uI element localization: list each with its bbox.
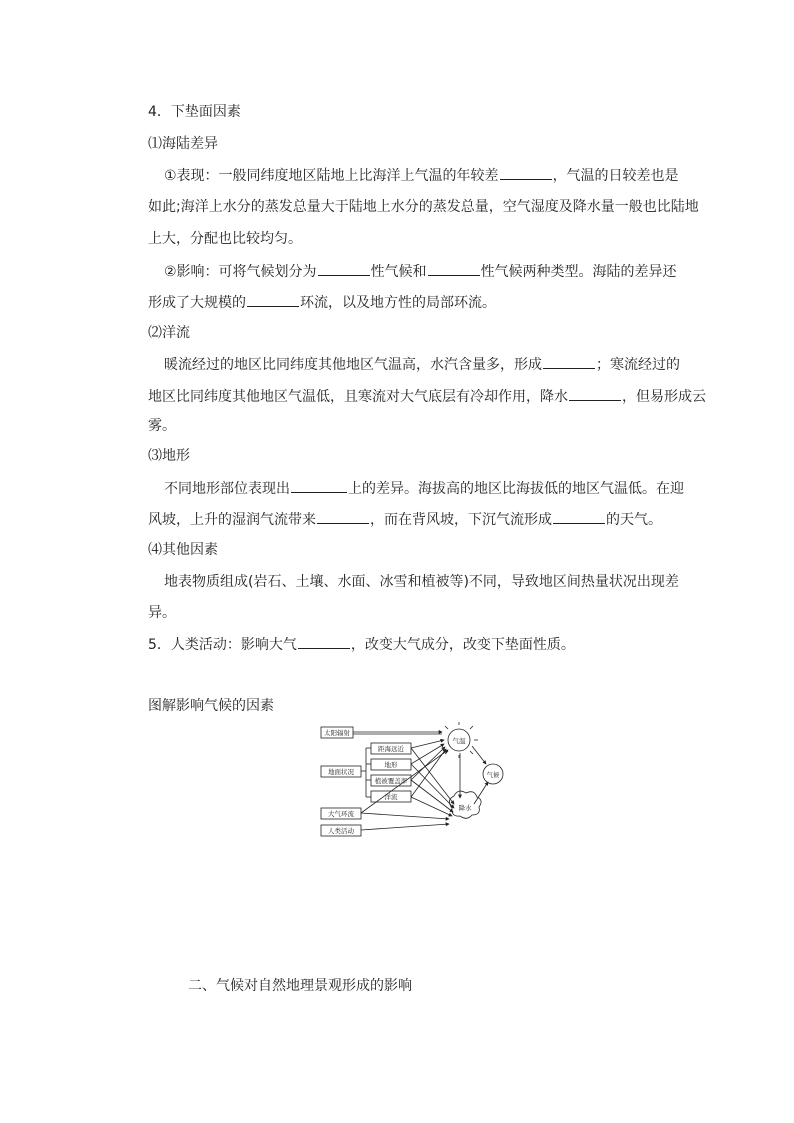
label-distance-to-sea: 距海远近	[378, 745, 404, 753]
paragraph-line: 风坡，上升的湿润气流带来 ，而在背风坡，下沉气流形成 的天气。	[148, 509, 662, 530]
fill-blank[interactable]	[569, 386, 621, 401]
fill-blank[interactable]	[298, 634, 350, 649]
paragraph-line: 形成了大规模的 环流，以及地方性的局部环流。	[148, 292, 496, 313]
fill-blank[interactable]	[428, 261, 480, 276]
subheading-ocean-current: ⑵洋流	[148, 325, 190, 341]
fill-blank[interactable]	[318, 261, 370, 276]
label-surface-conditions: 地面状况	[328, 768, 354, 776]
label-climate: 气候	[486, 771, 500, 779]
figure-caption: 图解影响气候的因素	[148, 698, 274, 714]
label-temperature: 气温	[452, 737, 466, 745]
section2-heading: 二、气候对自然地理景观形成的影响	[188, 978, 412, 994]
label-terrain: 地形	[384, 761, 398, 769]
fill-blank[interactable]	[500, 165, 552, 180]
paragraph-land-sea-influence: ②影响：可将气候划分为 性气候和 性气候两种类型。海陆的差异还	[164, 261, 677, 282]
fill-blank[interactable]	[553, 509, 605, 524]
paragraph-line: 地区比同纬度其他地区气温低，且寒流对大气底层有冷却作用，降水 ，但易形成云	[148, 386, 706, 407]
subheading-other-factors: ⑷其他因素	[148, 542, 218, 558]
label-precipitation: 降水	[458, 804, 472, 812]
fill-blank[interactable]	[317, 509, 369, 524]
paragraph-terrain: 不同地形部位表现出 上的差异。海拔高的地区比海拔低的地区气温低。在迎	[164, 478, 684, 499]
fill-blank[interactable]	[247, 292, 299, 307]
label-atmospheric-circulation: 大气环流	[328, 810, 354, 818]
paragraph-land-sea-performance: ①表现：一般同纬度地区陆地上比海洋上气温的年较差 ，气温的日较差也是	[164, 165, 679, 186]
paragraph-ocean-current: 暖流经过的地区比同纬度其他地区气温高，水汽含量多，形成 ；寒流经过的	[164, 354, 680, 375]
subheading-terrain: ⑶地形	[148, 448, 190, 464]
subheading-land-sea: ⑴海陆差异	[148, 136, 218, 152]
fill-blank[interactable]	[291, 478, 347, 493]
paragraph-line: 异。	[148, 605, 176, 621]
paragraph-line: 如此;海洋上水分的蒸发总量大于陆地上水分的蒸发总量，空气湿度及降水量一般也比陆地	[148, 199, 699, 215]
label-solar-radiation: 太阳辐射	[324, 729, 350, 737]
section5-human-activity: 5．人类活动：影响大气 ，改变大气成分，改变下垫面性质。	[148, 634, 575, 655]
paragraph-other-factors: 地表物质组成(岩石、土壤、水面、冰雪和植被等)不同，导致地区间热量状况出现差	[164, 574, 679, 590]
label-ocean-current: 洋流	[384, 793, 398, 801]
paragraph-line: 上大，分配也比较均匀。	[148, 231, 302, 247]
fill-blank[interactable]	[543, 354, 595, 369]
section4-heading: 4．下垫面因素	[148, 104, 241, 120]
paragraph-line: 雾。	[148, 418, 176, 434]
climate-factors-diagram	[316, 722, 506, 846]
label-human-activity: 人类活动	[328, 827, 354, 835]
label-vegetation: 植被覆盖率	[374, 777, 408, 785]
